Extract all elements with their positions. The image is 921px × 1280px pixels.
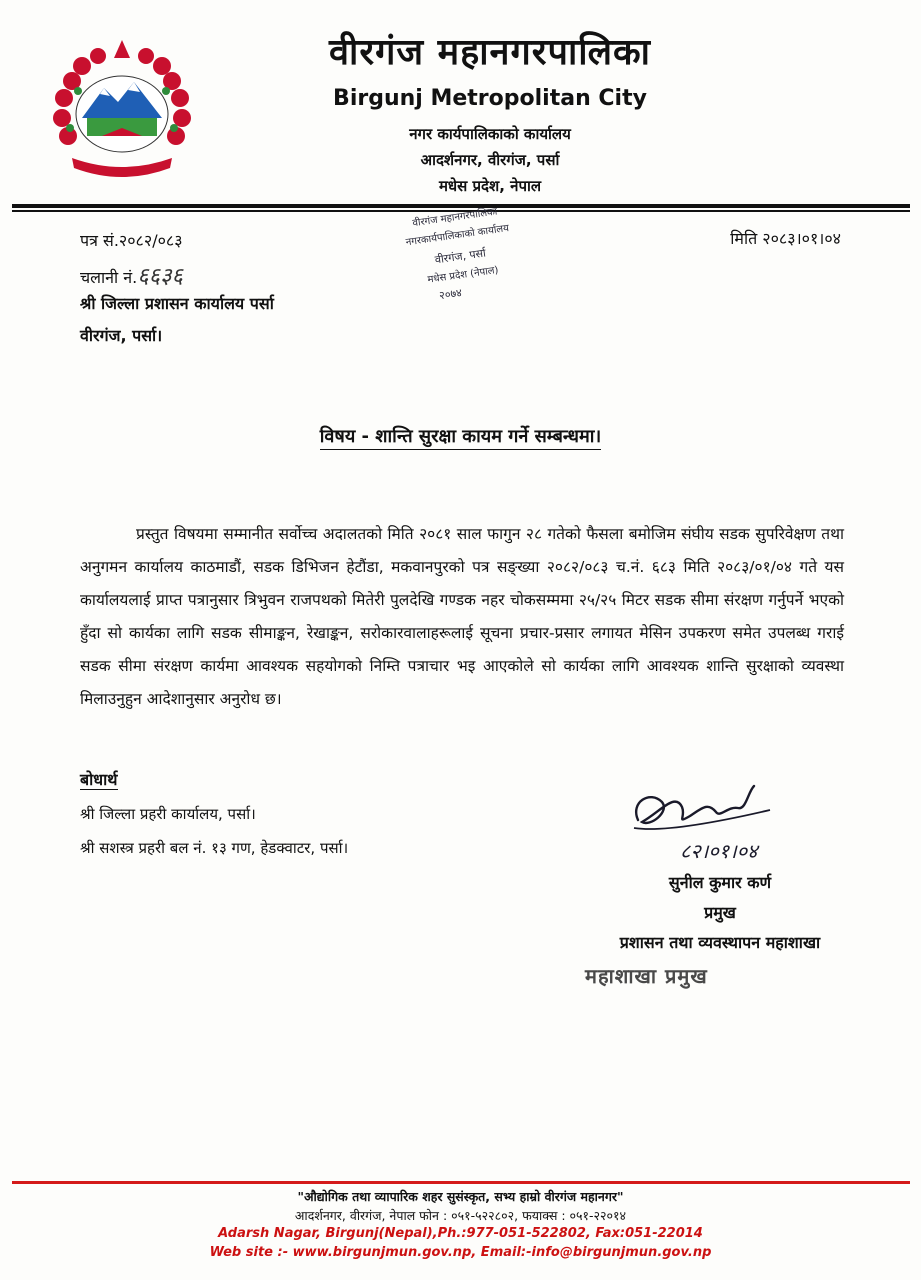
cc-heading-text: बोधार्थ (80, 770, 118, 789)
signatory-name: सुनील कुमार कर्ण (668, 873, 772, 892)
subject-text: विषय - शान्ति सुरक्षा कायम गर्ने सम्बन्धमा। (320, 426, 601, 450)
dispatch-label: चलानी नं. (80, 268, 138, 287)
stamp-line-2: नगरकार्यपालिकाको कार्यालय (405, 222, 510, 249)
footer-motto: "औद्योगिक तथा व्यापारिक शहर सुसंस्कृत, सभ्य हाम्रो वीरगंज महानगर" (297, 1189, 624, 1204)
office-name: नगर कार्यपालिकाको कार्यालय (409, 125, 571, 143)
dispatch-number: ६६३६ (137, 264, 183, 289)
letter-date: मिति २०८३।०१।०४ (730, 229, 841, 248)
dispatch-row (80, 260, 183, 290)
office-stamp (375, 192, 545, 317)
footer-address-nepali: आदर्शनगर, वीरगंज, नेपाल फोन : ०५१-५२२८०२, फयाक्स : ०५१-२२०१४ (294, 1208, 627, 1223)
stamp-line-5: २०७४ (438, 286, 463, 303)
letter-body: प्रस्तुत विषयमा सम्मानीत सर्वोच्च अदालतको मिति २०८१ साल फागुन २८ गतेको फैसला बमोजिम संघीय सडक सुपरिवेक्षण तथा अनुगमन कार्यालय काठमाडौं, सडक डिभिजन हेटौंडा, मकवानपुरको पत्र सङ्ख्या २०८२/०८३ च.नं. ६८३ मिति २०८३/०१/०४ गते यस कार्यालयलाई प्राप्त पत्रानुसार त्रिभुवन राजपथको मितेरी पुलदेखि गण्डक नहर चोकसम्ममा २५/२५ मिटर सडक सीमा संरक्षण गर्नुपर्ने भएको हुँदा सो कार्यका लागि सडक सीमाङ्कन, रेखाङ्कन, सरोकारवालाहरूलाई सूचना प्रचार-प्रसार लगायत मेसिन उपकरण समेत उपलब्ध गराई सडक सीमा संरक्षण कार्यमा आवश्यक सहयोगको निम्ति पत्राचार भइ आएकोले सो कार्यका लागि आवश्यक शान्ति सुरक्षाको व्यवस्था मिलाउनुहुन आदेशानुसार अनुरोध छ। (80, 525, 844, 708)
signatory-title: प्रमुख (704, 903, 736, 922)
nepal-emblem-icon (42, 36, 202, 186)
office-address: आदर्शनगर, वीरगंज, पर्सा (420, 151, 560, 169)
handwritten-signature (620, 772, 790, 872)
signatory-department: प्रशासन तथा व्यवस्थापन महाशाखा (619, 933, 821, 952)
cc-item: श्री सशस्त्र प्रहरी बल नं. १३ गण, हेडक्वाटर, पर्सा। (80, 839, 349, 857)
letter-subject (0, 424, 921, 448)
cc-item: श्री जिल्ला प्रहरी कार्यालय, पर्सा। (80, 805, 256, 823)
footer-web-email: Web site :- www.birgunjmun.gov.np, Email:-info@birgunjmun.gov.np (209, 1245, 712, 1260)
municipality-title-nepali: वीरगंज महानगरपालिका (329, 32, 651, 73)
footer-address-english: Adarsh Nagar, Birgunj(Nepal),Ph.:977-051-522802, Fax:051-22014 (218, 1226, 703, 1241)
recipient-address: वीरगंज, पर्सा। (80, 326, 163, 345)
letter-number: पत्र सं.२०८२/०८३ (80, 231, 183, 250)
stamp-line-3: वीरगंज, पर्सा (434, 246, 487, 267)
stamp-line-4: मधेस प्रदेश (नेपाल) (426, 264, 500, 286)
office-province: मधेस प्रदेश, नेपाल (438, 177, 542, 195)
municipality-title-english: Birgunj Metropolitan City (333, 86, 647, 111)
recipient-office: श्री जिल्ला प्रशासन कार्यालय पर्सा (80, 294, 274, 313)
designation-stamp: महाशाखा प्रमुख (585, 964, 708, 988)
signature-date: ८२।०१।०४ (680, 839, 758, 863)
footer-divider (12, 1181, 910, 1184)
stamp-line-1: वीरगंज महानगरपालिका (411, 206, 499, 230)
cc-heading (80, 768, 118, 790)
